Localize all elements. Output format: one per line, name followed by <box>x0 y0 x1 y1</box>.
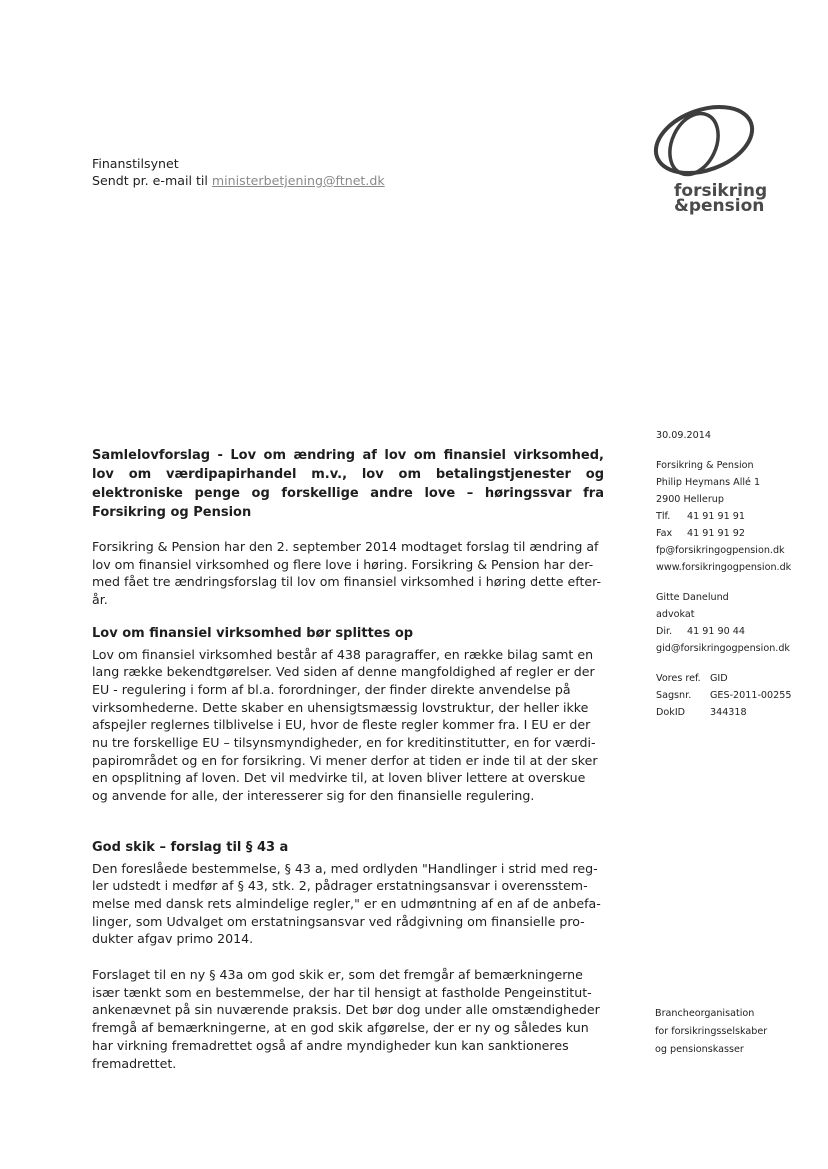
intro-line: med fået tre ændringsforslag til lov om finansiel virksomhed i høring dette efter- <box>92 574 602 590</box>
case-label: Sagsnr. <box>656 690 692 701</box>
contact-email: gid@forsikringogpension.dk <box>656 643 790 654</box>
section2b-line: fremadrettet. <box>92 1055 177 1071</box>
ref-row <box>656 670 791 687</box>
ref-value: GID <box>710 673 728 684</box>
direct-row <box>656 623 791 640</box>
section2-line: dukter afgav primo 2014. <box>92 931 254 947</box>
org-name: Forsikring & Pension <box>656 460 754 471</box>
section2b-line: har virkning fremadrettet også af andre myndigheder kun kan sanktioneres <box>92 1037 569 1053</box>
section2b-line: især tænkt som en bestemmelse, der har til hensigt at fastholde Pengeinstitut- <box>92 984 592 1000</box>
doc-row <box>656 704 791 721</box>
section1-heading: Lov om finansiel virksomhed bør splittes op <box>92 625 414 641</box>
section2b-line: Forslaget til en ny § 43a om god skik er, som det fremgår af bemærkningerne <box>92 967 583 983</box>
phone-label: Tlf. <box>656 511 671 522</box>
contact-title: advokat <box>656 609 695 620</box>
section2b-line: ankenævnet på sin nuværende praksis. Det bør dog under alle omstændigheder <box>92 1002 600 1018</box>
fax-row <box>656 525 791 542</box>
phone-value: 41 91 91 91 <box>687 511 745 522</box>
doc-label: DokID <box>656 707 686 718</box>
section2b-line: fremgå af bemærkningerne, at en god skik afgørelse, der er ny og således kun <box>92 1020 589 1036</box>
footer-line: Brancheorganisation <box>655 1008 755 1019</box>
sidebar-footer <box>655 1005 767 1059</box>
direct-value: 41 91 90 44 <box>687 626 745 637</box>
fax-value: 41 91 91 92 <box>687 528 745 539</box>
phone-row <box>656 508 791 525</box>
intro-line: Forsikring & Pension har den 2. september 2014 modtaget forslag til ændring af <box>92 539 599 554</box>
case-value: GES-2011-00255 <box>710 690 792 701</box>
section1-line: EU - regulering i form af bl.a. forordninger, der finder direkte anvendelse på <box>92 681 571 697</box>
footer-line: for forsikringsselskaber <box>655 1026 768 1037</box>
case-row <box>656 687 791 704</box>
intro-line: år. <box>92 592 108 608</box>
recipient-name: Finanstilsynet <box>92 156 179 171</box>
sidebar <box>656 427 791 721</box>
doc-value: 344318 <box>710 707 747 718</box>
logo-line1: forsikring <box>674 181 768 201</box>
section1-line: lang række bekendtgørelser. Ved siden af denne mangfoldighed af regler er der <box>92 664 595 680</box>
section1-paragraph <box>92 646 604 805</box>
org-street: Philip Heymans Allé 1 <box>656 477 761 488</box>
logo-ring-icon <box>648 100 760 182</box>
contact-name: Gitte Danelund <box>656 592 729 603</box>
section2-heading: God skik – forslag til § 43 a <box>92 839 289 855</box>
fax-label: Fax <box>656 528 673 539</box>
ref-label: Vores ref. <box>656 673 701 684</box>
sent-line <box>92 172 385 189</box>
section1-line: nu tre forskellige EU – tilsynsmyndigheder, en for kreditinstitutter, en for værdi- <box>92 735 596 751</box>
section1-line: papirområdet og en for forsikring. Vi mener derfor at tiden er inde til at der sker <box>92 752 598 768</box>
org-city: 2900 Hellerup <box>656 494 724 505</box>
section2-line: linger, som Udvalget om erstatningsansvar ved rådgivning om finansielle pro- <box>92 913 585 929</box>
section2-line: Den foreslåede bestemmelse, § 43 a, med ordlyden "Handlinger i strid med reg- <box>92 860 598 876</box>
direct-label: Dir. <box>656 626 673 637</box>
letter-title: Samlelovforslag - Lov om ændring af lov om finansiel virksomhed, lov om værdipapirhandel m.v., lov om betalingstjenester og elektroniske penge og forskellige andre love – høringssvar fra Forsikring og Pension <box>92 448 604 520</box>
org-web: www.forsikringogpension.dk <box>656 562 792 573</box>
section1-line: virksomhederne. Dette skaber en uhensigtsmæssig lovstruktur, der heller ikke <box>92 699 589 715</box>
logo-text <box>674 181 770 216</box>
section2-line: ler udstedt i medfør af § 43, stk. 2, pådrager erstatningsansvar i overensstem- <box>92 878 588 894</box>
org-email: fp@forsikringogpension.dk <box>656 545 785 556</box>
letter-date: 30.09.2014 <box>656 430 711 441</box>
letter-body <box>92 446 604 1072</box>
section2b-paragraph <box>92 966 604 1072</box>
sent-prefix: Sendt pr. e-mail til <box>92 173 212 188</box>
footer-line: og pensionskasser <box>655 1044 744 1055</box>
section2-line: melse med dansk rets almindelige regler," er en udmøntning af en af de anbefa- <box>92 895 601 911</box>
section2-paragraph <box>92 860 604 949</box>
logo <box>640 100 770 214</box>
recipient-email-link[interactable]: ministerbetjening@ftnet.dk <box>211 173 385 188</box>
section1-line: og anvende for alle, der interesserer sig for den finansielle regulering. <box>92 788 535 804</box>
intro-paragraph <box>92 538 604 609</box>
section1-line: en opsplitning af loven. Det vil medvirke til, at loven bliver lettere at overskue <box>92 770 586 786</box>
logo-line2: &pension <box>674 196 765 216</box>
section1-line: afspejler reglernes tilblivelse i EU, hvor de fleste regler kommer fra. I EU er der <box>92 717 591 733</box>
recipient-block <box>92 155 385 189</box>
intro-line: lov om finansiel virksomhed og flere love i høring. Forsikring & Pension har der- <box>92 556 594 572</box>
section1-line: Lov om finansiel virksomhed består af 438 paragraffer, en række bilag samt en <box>92 646 594 662</box>
